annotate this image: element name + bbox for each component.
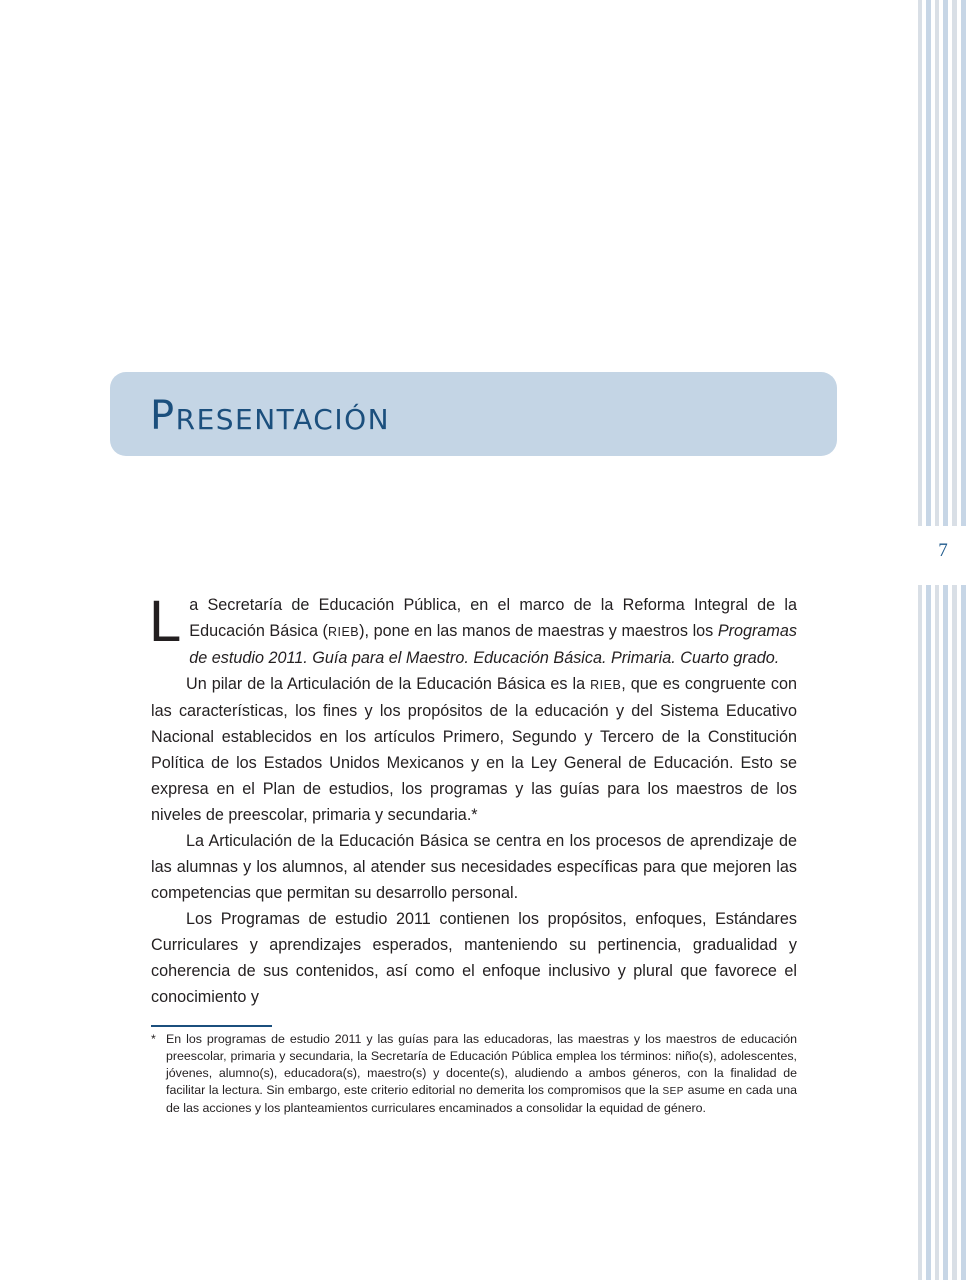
guide-title: Programas de estudio 2011. Guía para el Maestro. Educación Básica. Primaria. Cuarto grado.: [189, 622, 797, 667]
drop-cap: L: [149, 589, 182, 654]
footnote-rule: [151, 1025, 272, 1027]
paragraph-2-end: , que es congruente con las características, los fines y los propósitos de la educación y del Sistema Educativo Nacional establecidos en los artículos Primero, Segundo y Tercero de la Constitución Política de los Estados Unidos Mexicanos y en la Ley General de Educación. Esto se expresa en el Plan de estudios, los programas y las guías para los maestros de los niveles de preescolar, primaria y secundaria.*: [151, 675, 797, 824]
footnote-text: [166, 1031, 797, 1117]
footnote-mark: *: [151, 1032, 156, 1046]
margin-stripes-bottom: [916, 585, 972, 1280]
paragraph-intro: [149, 589, 797, 671]
body-text: [149, 589, 797, 1010]
intro-text-2: ), pone en las manos de maestras y maestros los: [359, 622, 718, 640]
acronym-rieb-2: RIEB: [590, 678, 622, 692]
page-title: Presentación: [150, 393, 391, 439]
intro-text-1: a Secretaría de Educación Pública, en el marco de la Reforma Integral de la Educación Básica (: [189, 596, 797, 640]
acronym-rieb: RIEB: [327, 625, 360, 639]
footnote-start: En los programas de estudio 2011 y las guías para las educadoras, las maestras y los maestros de educación preescolar, primaria y secundaria, la Secretaría de Educación Pública emplea los términos: niño(s), adolescentes, jóvenes, alumno(s), educadora(s), maestro(s) y docente(s), aludiendo a ambos géneros, con la finalidad de facilitar la lectura. Sin embargo, este criterio editorial no demerita los compromisos que la: [166, 1032, 797, 1097]
paragraph-4: Los Programas de estudio 2011 contienen los propósitos, enfoques, Estándares Curriculares y aprendizajes esperados, manteniendo su pertinencia, gradualidad y coherencia de sus contenidos, así como el enfoque inclusivo y plural que favorece el conocimiento y: [151, 910, 797, 1006]
page-number: 7: [938, 540, 948, 561]
title-band: [110, 372, 837, 456]
footnote: [151, 1031, 797, 1117]
paragraph-2: [151, 671, 797, 828]
footnote-end: asume en cada una de las acciones y los planteamientos curriculares encaminados a consolidar la equidad de género.: [166, 1083, 797, 1115]
acronym-sep: SEP: [662, 1086, 684, 1097]
paragraph-2-start: Un pilar de la Articulación de la Educación Básica es la: [186, 675, 591, 693]
paragraph-3: La Articulación de la Educación Básica se centra en los procesos de aprendizaje de las alumnas y los alumnos, al atender sus necesidades específicas para que mejoren las competencias que permitan su desarrollo personal.: [151, 832, 797, 902]
margin-stripes-top: [916, 0, 972, 526]
